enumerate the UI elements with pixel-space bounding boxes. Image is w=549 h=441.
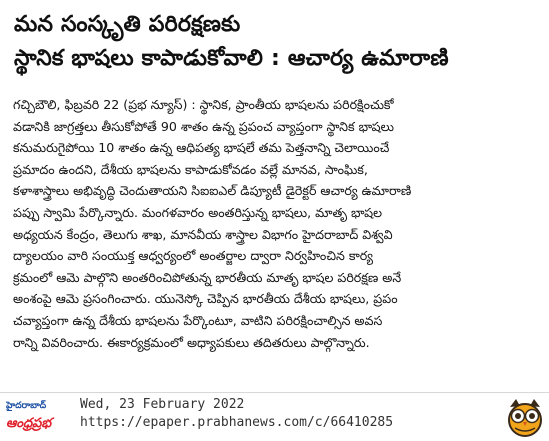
- body-line: పప్పు స్వామి పేర్కొన్నారు. మంగళవారం అంతరిస్తున్న భాషలు, మాతృ భాషల: [13, 204, 383, 220]
- owl-icon-graphic: [506, 397, 544, 437]
- publication-date: Wed, 23 February 2022: [80, 397, 245, 412]
- body-line: ద్యాలయం వారి సంయుక్త ఆధ్వర్యంలో అంతర్జాల ద్వారా నిర్వహించిన కార్య: [13, 248, 373, 264]
- logo-edition-text: హైదరాబాద్: [6, 401, 47, 411]
- owl-mascot-icon: [506, 397, 544, 437]
- body-line: కళాశాస్త్రాలు అభివృద్ధి చెందుతాయని సిఐఐఎల్ డిప్యూటీ డైరెక్టర్ ఆచార్య ఉమారాణి: [13, 183, 412, 199]
- article-body: [13, 94, 538, 353]
- newspaper-logo[interactable]: [6, 399, 60, 435]
- logo-masthead-text: ఆంధ్రప్రభ: [6, 416, 52, 431]
- body-line: అధ్యయన కేంద్రం, తెలుగు శాఖ, మానవీయ శాస్త్రాల విభాగం హైదరాబాద్ విశ్వవి: [13, 226, 393, 242]
- body-line: అంశంపై ఆమె ప్రసంగించారు. యునెస్కో చెప్పిన భారతీయ దేశీయ భాషలు, ప్రపం: [13, 291, 398, 307]
- body-line: చవ్యాప్తంగా ఉన్న దేశీయ భాషలను పేర్కొంటూ, వాటిని పరిరక్షించాల్సిన అవస: [13, 312, 383, 328]
- body-line: క్రమంలో ఆమె పాల్గొని అంతరించిపోతున్న భారతీయ మాతృ భాషల పరిరక్షణ అనే: [13, 269, 402, 285]
- body-line: కనుమరుగైపోయి 10 శాతం ఉన్న ఆధిపత్య భాషలే తమ పెత్తనాన్ని చెలాయించే: [13, 140, 390, 156]
- headline-line-2: స్థానిక భాషలు కాపాడుకోవాలి : ఆచార్య ఉమారాణి: [14, 46, 449, 71]
- body-line: ప్రమాదం ఉందని, దేశీయ భాషలను కాపాడుకోవడం వల్లే మానవ, సాంఘిక,: [13, 161, 368, 177]
- epaper-link[interactable]: https://epaper.prabhanews.com/c/66410285: [80, 415, 394, 430]
- body-line: రాన్ని వివరించారు. ఈకార్యక్రమంలో అధ్యాపకులు తదితరులు పాల్గొన్నారు.: [13, 334, 370, 350]
- body-line: వడానికి జాగ్రత్తలు తీసుకోపోతే 90 శాతం ఉన్న ప్రపంచ వ్యాప్తంగా స్థానిక భాషలు: [13, 118, 394, 134]
- epaper-footer: [0, 392, 549, 441]
- headline-line-1: మన సంస్కృతి పరిరక్షణకు: [14, 12, 241, 37]
- body-line: గచ్చిబౌలి, ఫిబ్రవరి 22 (ప్రభ న్యూస్) : స్థానిక, ప్రాంతీయ భాషలను పరిరక్షించుకో: [13, 97, 394, 112]
